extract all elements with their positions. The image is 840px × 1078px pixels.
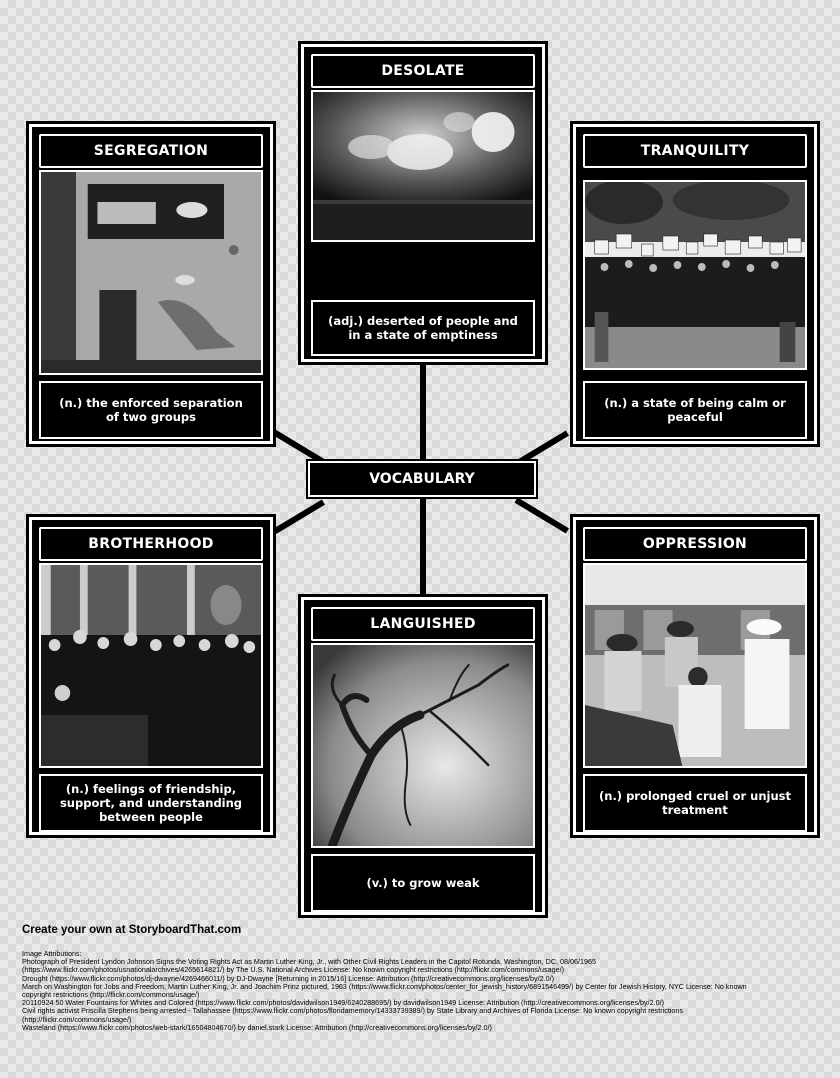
attribution-line: (http://flickr.com/commons/usage/) [22,1014,132,1024]
signing-photo-icon [39,563,263,768]
attribution-line: Photograph of President Lyndon Johnson Signs the Voting Rights Act as Martin Luther King, Jr., with Other Civil Rights Leaders in the Capitol Rotunda, Washington, DC, 08/06/1965 [22,957,596,967]
march-photo-icon [583,180,807,370]
attribution-line: Wasteland (https://www.flickr.com/photos/web-stark/16504804670/) by daniel.stark License: Attribution (http://creativecommons.org/licenses/by/2.0/) [22,1022,492,1032]
card-title: TRANQUILITY [583,134,807,168]
center-label: VOCABULARY [308,461,536,497]
card-brotherhood [29,517,273,835]
card-definition: (v.) to grow weak [311,854,535,912]
card-oppression [573,517,817,835]
card-segregation [29,124,273,444]
arrest-photo-icon [583,563,807,768]
card-definition: (n.) feelings of friendship, support, and understanding between people [39,774,263,832]
card-title: LANGUISHED [311,607,535,641]
image-attributions [22,950,822,1032]
card-languished [301,597,545,915]
attribution-line: Civil rights activist Priscilla Stephens being arrested - Tallahassee (https://www.flickr.com/photos/floridamemory/14333739389/) by State Library and Archives of Florida License: No known copyright restrictions [22,1006,684,1016]
connector-top-left [270,428,325,464]
dead-tree-photo-icon [311,643,535,848]
card-definition: (n.) a state of being calm or peaceful [583,381,807,439]
card-definition: (n.) prolonged cruel or unjust treatment [583,774,807,832]
card-definition: (n.) the enforced separation of two groups [39,381,263,439]
attribution-line: Image Attributions: [22,949,82,958]
card-title: OPPRESSION [583,527,807,561]
attribution-line: copyright restrictions (http://flickr.com/commons/usage/) [22,990,200,1000]
connector-bottom [420,497,426,597]
connector-bottom-left [270,500,325,536]
attribution-line: Drought (https://www.flickr.com/photos/dj-dwayne/4269466011/) by DJ-Dwayne [Returning in 2015/16] License: Attribution (http://creativecommons.org/licenses/by/2.0/) [22,973,555,983]
attribution-line: 20110924 50 Water Fountains for Whites and Colored (https://www.flickr.com/photos/davidwilson1949/6240288695/) by davidwilson1949 License: Attribution (http://creativecommons.org/licenses/by/2.0/) [22,998,665,1008]
wasteland-photo-icon [311,90,535,242]
water-fountains-photo-icon [39,170,263,375]
card-title: SEGREGATION [39,134,263,168]
card-definition: (adj.) deserted of people and in a state of emptiness [311,300,535,356]
attribution-line: March on Washington for Jobs and Freedom, Martin Luther King, Jr. and Joachim Prinz pictured, 1963 (https://www.flickr.com/photos/center_for_jewish_history/6891546499/) by Center for Jewish History, NYC License: No known [22,981,747,991]
card-title: DESOLATE [311,54,535,88]
card-desolate [301,44,545,362]
storyboard-cta-link[interactable]: Create your own at StoryboardThat.com [22,924,242,936]
card-title: BROTHERHOOD [39,527,263,561]
card-tranquility [573,124,817,444]
connector-bottom-right [514,497,569,533]
attribution-line: (https://www.flickr.com/photos/usnationalarchives/4265614821/) by The U.S. National Archives License: No known copyright restrictions (http://flickr.com/commons/usage/) [22,965,564,975]
connector-top [420,360,426,462]
